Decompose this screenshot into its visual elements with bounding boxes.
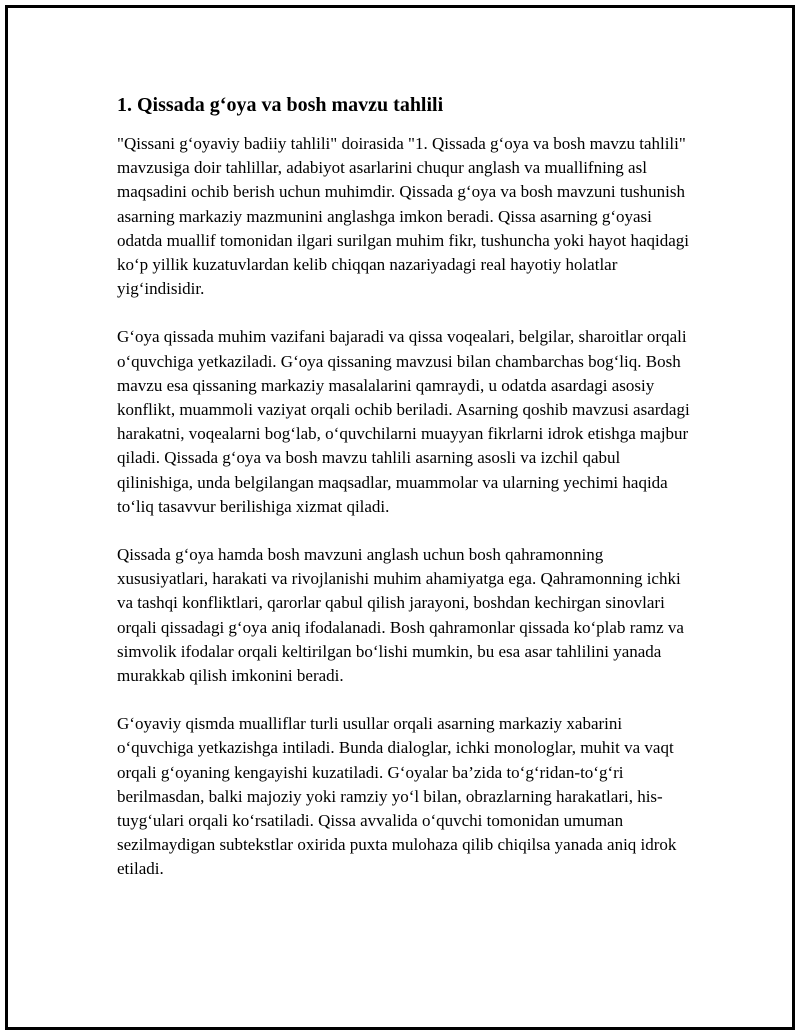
paragraph-4: G‘oyaviy qismda mualliflar turli usullar orqali asarning markaziy xabarini o‘quvchiga yetkazishga intiladi. Bunda dialoglar, ichki monologlar, muhit va vaqt orqali g‘oyaning kengayishi kuzatiladi. G‘oyalar ba’zida to‘g‘ridan-to‘g‘ri berilmasdan, balki majoziy yoki ramziy yo‘l bilan, obrazlarning harakatlari, his-tuyg‘ulari orqali ko‘rsatiladi. Qissa avvalida o‘quvchi tomonidan umuman sezilmaydigan subtekstlar oxirida puxta mulohaza qilib chiqilsa yanada aniq idrok etiladi.: [117, 714, 677, 879]
paragraph-1: "Qissani g‘oyaviy badiiy tahlili" doirasida "1. Qissada g‘oya va bosh mavzu tahlili" mavzusiga doir tahlillar, adabiyot asarlarini chuqur anglash va muallifning asl maqsadini ochib berish uchun muhimdir. Qissada g‘oya va bosh mavzuni tushunish asarning markaziy mazmunini anglashga imkon beradi. Qissa asarning g‘oyasi odatda muallif tomonidan ilgari surilgan muhim fikr, tushuncha yoki hayot haqidagi ko‘p yillik kuzatuvlardan kelib chiqqan nazariyadagi real hayotiy holatlar yig‘indisidir.: [117, 134, 690, 299]
section-heading: 1. Qissada g‘oya va bosh mavzu tahlili: [117, 94, 444, 116]
paragraph-3: Qissada g‘oya hamda bosh mavzuni anglash uchun bosh qahramonning xususiyatlari, harakati va rivojlanishi muhim ahamiyatga ega. Qahramonning ichki va tashqi konfliktlari, qarorlar qabul qilish jarayoni, boshdan kechirgan sinovlari orqali qissadagi g‘oya aniq ifodalanadi. Bosh qahramonlar qissada ko‘plab ramz va simvolik ifodalar orqali keltirilgan bo‘lishi mumkin, bu esa asar tahlilini yanada murakkab qilish imkonini beradi.: [117, 545, 684, 686]
paragraph-2: G‘oya qissada muhim vazifani bajaradi va qissa voqealari, belgilar, sharoitlar orqali o‘quvchiga yetkaziladi. G‘oya qissaning mavzusi bilan chambarchas bog‘liq. Bosh mavzu esa qissaning markaziy masalalarini qamraydi, u odatda asardagi asosiy konflikt, muammoli vaziyat orqali ochib beriladi. Asarning qoshib mavzusi asardagi harakatni, voqealarni bog‘lab, o‘quvchilarni muayyan fikrlarni idrok etishga majbur qiladi. Qissada g‘oya va bosh mavzu tahlili asarning asosli va izchil qabul qilinishiga, unda belgilangan maqsadlar, muammolar va ularning yechimi haqida to‘liq tasavvur berilishiga xizmat qiladi.: [117, 327, 690, 516]
document-body: [117, 92, 692, 906]
